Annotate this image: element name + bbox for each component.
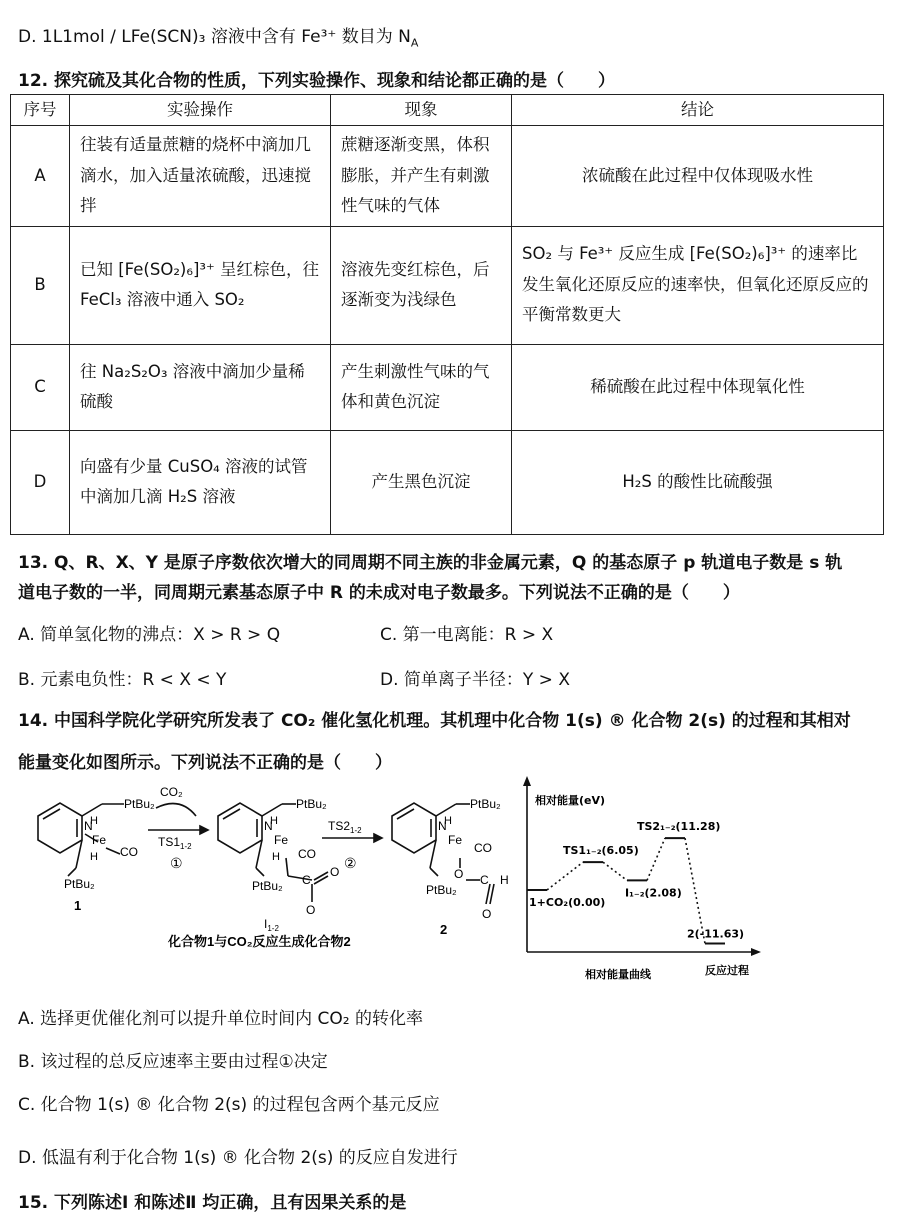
row-phenomenon: 溶液先变红棕色，后逐渐变为浅绿色 [331,226,512,344]
figure-caption: 化合物1与CO₂反应生成化合物2 [168,934,351,949]
q11-option-d: D. 1L1mol / LFe(SCN)₃ 溶液中含有 Fe³⁺ 数目为 $N_A$ [18,27,419,50]
row-conclusion: H₂S 的酸性比硫酸强 [512,430,884,534]
moli-ptbu2-bottom: PtBu₂ [252,879,283,893]
table-row [11,344,884,430]
arrow2-num: ② [344,855,357,871]
arrow2-ts: $TS2_{1-2}$ [328,819,362,835]
row-conclusion: SO₂ 与 Fe³⁺ 反应生成 [Fe(SO₂)₆]³⁺ 的速率比发生氧化还原反应的速率快，但氧化还原反应的平衡常数更大 [512,226,884,344]
mol1-n: N [84,819,93,833]
mol1-h-bottom: H [90,851,98,863]
row-operation: 往装有适量蔗糖的烧杯中滴加几滴水，加入适量浓硫酸，迅速搅拌 [70,126,331,227]
energy-profile-chart [515,772,765,982]
moli-label: $I_{1-2}$ [264,917,279,933]
moli-h-top: H [270,815,278,827]
row-operation: 往 Na₂S₂O₃ 溶液中滴加少量稀硫酸 [70,344,331,430]
mol1-ptbu2-bottom: PtBu₂ [64,877,95,891]
q14-option-b: B. 该过程的总反应速率主要由过程①决定 [18,1052,328,1072]
q13-option-c: C. 第一电离能：R > X [380,625,554,645]
arrow1-co2: CO₂ [160,785,183,799]
energy-connector [603,862,627,880]
mol2-h: H [444,815,452,827]
header-phenomenon: 现象 [331,95,512,126]
mol1-h-top: H [90,815,98,827]
mol2-co: CO [474,841,492,855]
moli-ptbu2-top: PtBu₂ [296,797,327,811]
row-phenomenon: 蔗糖逐渐变黑，体积膨胀，并产生有刺激性气味的气体 [331,126,512,227]
row-conclusion: 稀硫酸在此过程中体现氧化性 [512,344,884,430]
table-header-row [11,95,884,126]
q15-stem: 15. 下列陈述Ⅰ 和陈述Ⅱ 均正确，且有因果关系的是 [18,1193,407,1213]
row-operation: 已知 [Fe(SO₂)₆]³⁺ 呈红棕色，往 FeCl₃ 溶液中通入 SO₂ [70,226,331,344]
mol2-label: 2 [440,922,448,937]
row-id: B [11,226,70,344]
header-operation: 实验操作 [70,95,331,126]
chart-title: 相对能量曲线 [585,968,651,981]
row-id: A [11,126,70,227]
moli-c: C [302,873,311,887]
mol1-fe: Fe [92,833,107,847]
q14-option-a: A. 选择更优催化剂可以提升单位时间内 CO₂ 的转化率 [18,1009,424,1029]
q14-option-c: C. 化合物 1(s) ® 化合物 2(s) 的过程包含两个基元反应 [18,1095,440,1115]
mol2-o: O [454,867,464,881]
header-conclusion: 结论 [512,95,884,126]
row-phenomenon: 产生刺激性气味的气体和黄色沉淀 [331,344,512,430]
q13-stem-line1: 13. Q、R、X、Y 是原子序数依次增大的同周期不同主族的非金属元素，Q 的基态原子 p 轨道电子数是 s 轨 [18,553,843,573]
mol2-n: N [438,819,447,833]
row-id: D [11,430,70,534]
q14-stem-line1: 14. 中国科学院化学研究所发表了 CO₂ 催化氢化机理。其机理中化合物 1(s) ® 化合物 2(s) 的过程和其相对 [18,711,851,731]
q13-option-b: B. 元素电负性：R < X < Y [18,670,227,690]
energy-level-label: 1+CO₂(0.00) [529,896,606,909]
energy-level-label: 2(-11.63) [687,927,745,941]
mol1-ptbu2-top: PtBu₂ [124,797,155,811]
energy-level-label: TS2₁₋₂(11.28) [637,820,721,834]
mol2-o-bottom: O [482,907,492,921]
mol2-c: C [480,873,489,887]
q13-stem-line2: 道电子数的一半，同周期元素基态原子中 R 的未成对电子数最多。下列说法不正确的是（ ） [18,583,740,603]
mechanism-figure [20,776,520,986]
table-row [11,430,884,534]
energy-connector [547,862,583,890]
moli-o-bottom: O [306,903,316,917]
moli-n: N [264,819,273,833]
row-id: C [11,344,70,430]
mol2-fe: Fe [448,833,463,847]
energy-level-label: I₁₋₂(2.08) [625,886,682,900]
energy-level-label: TS1₁₋₂(6.05) [563,844,639,858]
mol1-co: CO [120,845,138,859]
table-row [11,226,884,344]
q13-option-a: A. 简单氢化物的沸点：X > R > Q [18,625,281,645]
mol1-label: 1 [74,898,82,913]
arrow1-ts: $TS1_{1-2}$ [158,835,192,851]
row-phenomenon: 产生黑色沉淀 [331,430,512,534]
row-operation: 向盛有少量 CuSO₄ 溶液的试管中滴加几滴 H₂S 溶液 [70,430,331,534]
moli-h-bottom: H [272,851,280,863]
q12-stem: 12. 探究硫及其化合物的性质，下列实验操作、现象和结论都正确的是（ ） [18,71,616,91]
y-axis-arrow [523,776,531,786]
moli-fe: Fe [274,833,289,847]
moli-co: CO [298,847,316,861]
q14-stem-line2: 能量变化如图所示。下列说法不正确的是（ ） [18,753,392,773]
x-axis-arrow [751,948,761,956]
mol2-ptbu2-bottom: PtBu₂ [426,883,457,897]
experiment-table [10,94,884,535]
x-axis-label: 反应过程 [705,964,749,977]
energy-connector [647,838,665,880]
y-axis-label: 相对能量(eV) [535,794,606,807]
row-conclusion: 浓硫酸在此过程中仅体现吸水性 [512,126,884,227]
mol2-ptbu2-top: PtBu₂ [470,797,501,811]
table-row [11,126,884,227]
header-id: 序号 [11,95,70,126]
mol2-h-formyl: H [500,873,509,887]
moli-o-right: O [330,865,340,879]
q14-option-d: D. 低温有利于化合物 1(s) ® 化合物 2(s) 的反应自发进行 [18,1148,458,1168]
q13-option-d: D. 简单离子半径：Y > X [380,670,570,690]
arrow1-num: ① [170,855,183,871]
